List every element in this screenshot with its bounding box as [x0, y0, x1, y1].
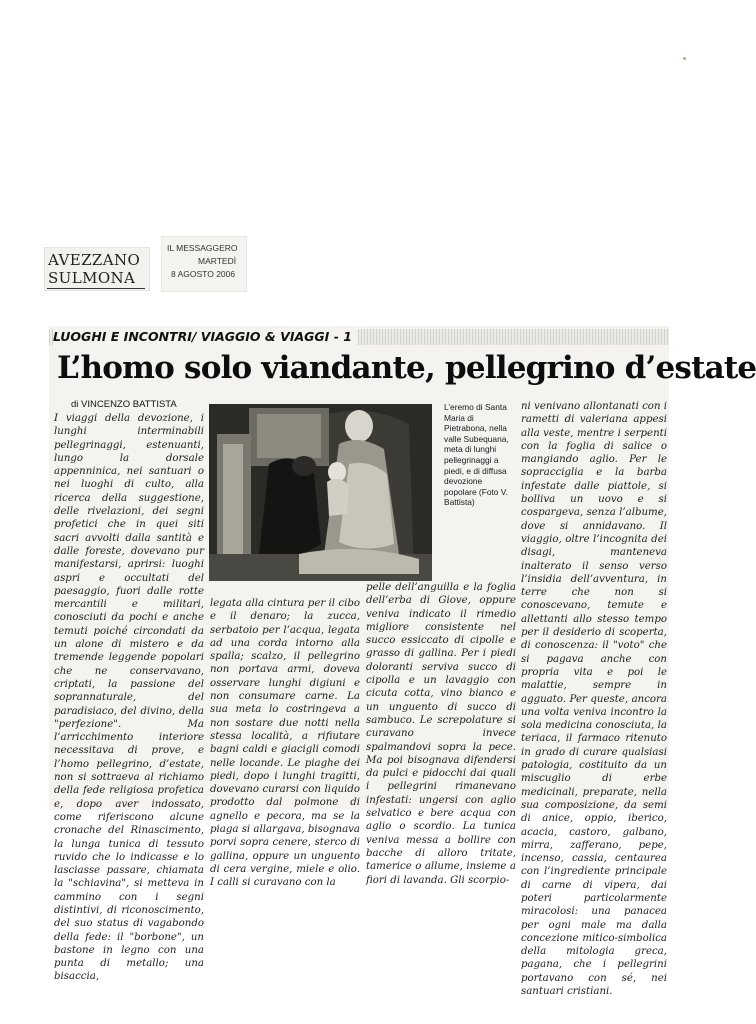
newspaper-clipping — [49, 326, 756, 998]
article-headline: L’homo solo viandante, pellegrino d’estate — [57, 350, 756, 386]
article-photo — [209, 404, 432, 581]
article-column-3: pelle dell’anguilla e la foglia dell’erba di Giove, oppure veniva indicato il rimedio migliore consistente nel succo essiccato di cipolle e grasso di gallina. Per i piedi doloranti serviva succo di cipolla e un lavaggio con cicuta cotta, vino bianco e un unguento di succo di sambuco. Le screpolature si curavano invece spalmandovi sopra la pece. Ma poi bisognava difendersi da pulci e pidocchi dai quali i pellegrini rimanevano infestati: ungersi con aglio selvatico e bere acqua con aglio o scordio. La tunica veniva messa a bollire con bacche di alloro tritate, tamerice o allume, insieme a fiori di lavanda. Gli scorpio- — [366, 582, 516, 886]
madonna-statue-photo — [209, 404, 432, 581]
source-date: 8 AGOSTO 2006 — [171, 269, 236, 279]
paper-speck — [683, 57, 686, 60]
article-column-1: I viaggi della devozione, i lunghi interminabili pellegrinaggi, estenuanti, lungo la dorsale appenninica, nei santuari o nei luoghi di culto, alla ricerca della suggestione, delle rivelazioni, dei segni profetici che in quei siti sacri avvolti dalla santità e dalle foreste, dovevano pur manifestarsi, aprirsi: luoghi aspri e occultati del paesaggio, fuori dalle rotte mercantili e militari, conosciuti da pochi e anche temuti poiché circondati da un alone di mistero e da tremende leggende popolari che ne conservavano, criptati, la passione del soprannaturale, del paradisiaco, del divino, della "perfezione". Ma l’arricchimento interiore necessitava di prove, e l’homo pellegrino, d’estate, non si sottraeva al richiamo della fede religiosa profetica e, dopo aver indossato, come riferiscono alcune cronache del Rinascimento, la lunga tunica di tessuto ruvido che lo indicasse e lo lasciasse passare, chiamata la "schiavina", si metteva in cammino con i segni distintivi, di riconoscimento, del suo status di vagabondo della fede: il "borbone", un bastone in legno con una punta di metallo; una bisaccia, — [54, 413, 204, 983]
section-label: LUOGHI E INCONTRI/ VIAGGIO & VIAGGI - 1 — [53, 329, 358, 345]
article-byline: di VINCENZO BATTISTA — [71, 399, 177, 410]
source-stamp — [161, 236, 247, 292]
article-column-2: legata alla cintura per il cibo e il denaro; la zucca, serbatoio per l’acqua, legata ad una corda intorno alla spalla; scalzo, il pellegrino non portava armi, doveva osservare lunghi digiuni e non consumare carne. La sua meta lo costringeva a non sostare due notti nella stessa località, a rifiutare bagni caldi e giacigli comodi nelle locande. Le piaghe dei piedi, dopo i lunghi tragitti, dovevano curarsi con liquido prodotto dal polmone di agnello e pecora, ma se la piaga si allargava, bisognava porvi sopra cenere, sterco di gallina, oppure un unguento di cera vergine, miele e olio. I calli si curavano con la — [210, 598, 360, 889]
source-newspaper: IL MESSAGGERO — [167, 243, 238, 253]
edition-label-underline — [47, 288, 145, 289]
source-weekday: MARTEDÌ — [198, 256, 237, 266]
edition-label — [44, 247, 150, 291]
edition-city-avezzano: AVEZZANO — [48, 251, 141, 269]
article-column-4: ni venivano allontanati con i rametti di valeriana appesi alla veste, mentre i serpenti con la foglia di salice o mangiando aglio. Per le sopracciglia e la barba infestate dalle piattole, si bolliva un uovo e si cospargeva, senza l’albume, dove si annidavano. Il viaggio, oltre l’incognita dei disagi, manteneva inalterato il senso verso l’insidia dell’avventura, in terre che non si conoscevano, temute e allettanti allo stesso tempo per il desiderio di scoperta, di conoscenza: il "voto" che si pagava anche con propria vita e poi le malattie, sempre in agguato. Per queste, ancora una volta veniva incontro la sola medicina conosciuta, la teriaca, il farmaco ritenuto in grado di curare qualsiasi patologia, costituito da un miscuglio di erbe medicinali, preparate, nella sua composizione, da semi di anice, oppio, iberico, acacia, castoro, galbano, mirra, zafferano, pepe, incenso, cassia, centaurea con l’ingrediente principale di carne di vipera, dai poteri particolarmente miracolosi: una panacea per ogni male ma dalla concezione mitico-simbolica della mitologia greca, pagana, che i pellegrini portavano con sé, nei santuari cristiani. — [521, 401, 667, 998]
edition-city-sulmona: SULMONA — [48, 269, 136, 287]
photo-caption: L’eremo di Santa Maria di Pietrabona, nella valle Subequana, meta di lunghi pellegrinaggi a piedi, e di diffusa devozione popolare (Foto V. Battista) — [444, 402, 509, 508]
